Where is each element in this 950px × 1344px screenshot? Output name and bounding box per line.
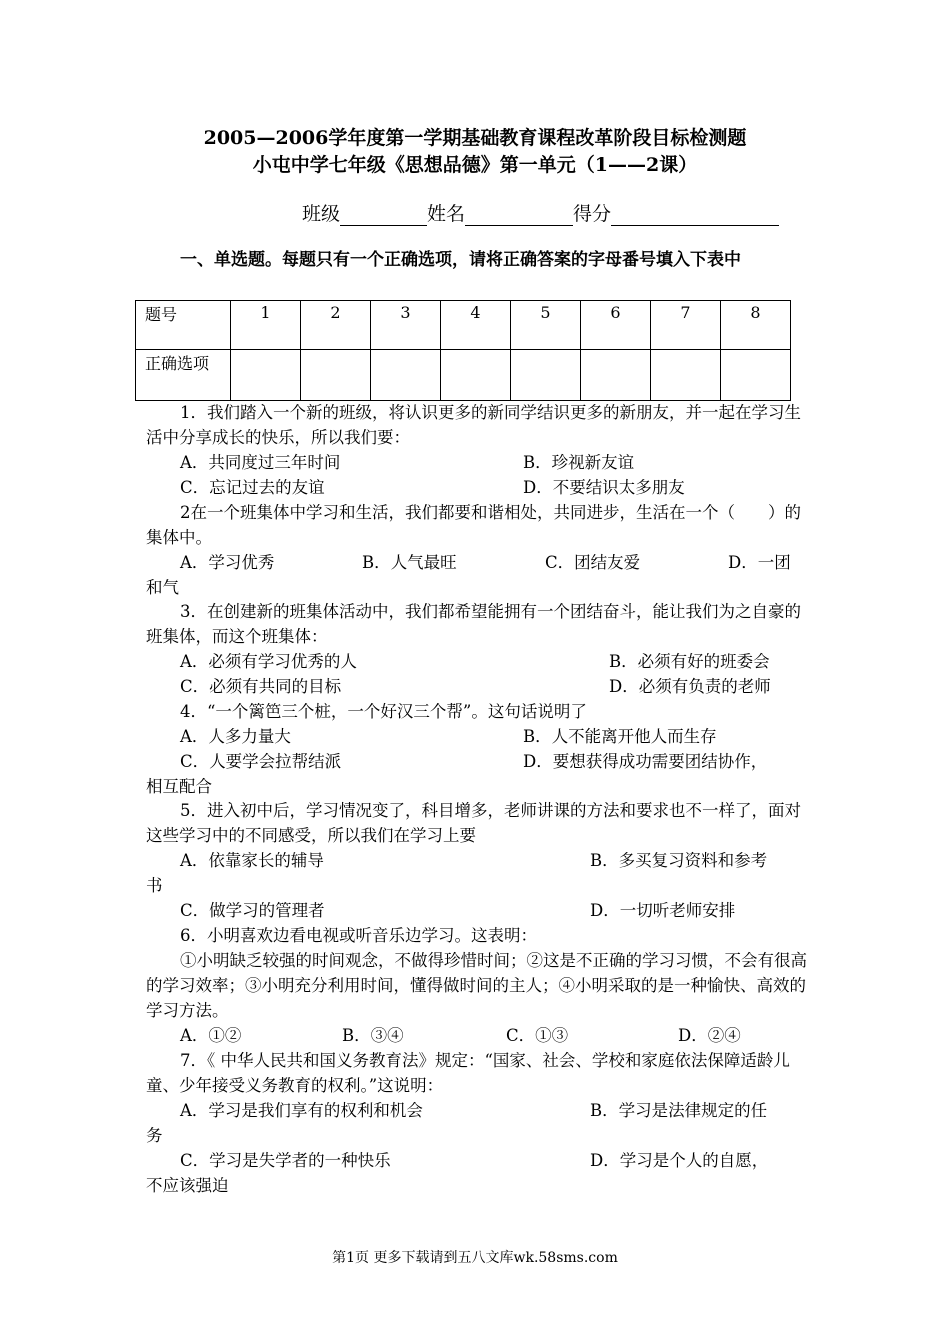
question-number-cell: 5 xyxy=(511,301,581,350)
score-blank[interactable] xyxy=(611,205,779,226)
question-number-cell: 2 xyxy=(301,301,371,350)
exam-subtitle: 小屯中学七年级《思想品德》第一单元（1——2课） xyxy=(252,154,698,176)
question-5-option-a: A．依靠家长的辅导 xyxy=(180,851,324,870)
question-7-option-b: B．学习是法律规定的任 xyxy=(590,1101,768,1120)
question-3-option-b: B．必须有好的班委会 xyxy=(609,652,770,671)
question-2-option-c: C．团结友爱 xyxy=(545,553,641,572)
question-7-option-a: A．学习是我们享有的权利和机会 xyxy=(180,1101,423,1120)
question-6-option-a: A．①② xyxy=(180,1026,242,1045)
answer-cell[interactable] xyxy=(231,350,301,401)
class-blank[interactable] xyxy=(340,205,427,226)
question-6-option-d: D．②④ xyxy=(678,1026,741,1045)
question-3-option-d: D．必须有负责的老师 xyxy=(609,677,771,696)
page-footer: 第1页 更多下载请到五八文库wk.58sms.com xyxy=(332,1250,618,1266)
student-info-line xyxy=(302,199,779,226)
question-4-option-b: B．人不能离开他人而生存 xyxy=(523,727,717,746)
answer-cell[interactable] xyxy=(511,350,581,401)
question-6-option-b: B．③④ xyxy=(342,1026,404,1045)
answer-cell[interactable] xyxy=(441,350,511,401)
question-5-option-d: D．一切听老师安排 xyxy=(590,901,736,920)
class-label: 班级 xyxy=(302,203,341,225)
correct-option-label: 正确选项 xyxy=(136,350,231,401)
question-2-option-b: B．人气最旺 xyxy=(362,553,457,572)
question-5-option-c: C．做学习的管理者 xyxy=(180,901,325,920)
question-1-stem: 1．我们踏入一个新的班级，将认识更多的新同学结识更多的新朋友，并一起在学习生活中分享成长的快乐，所以我们要： xyxy=(146,403,801,447)
question-number-cell: 6 xyxy=(581,301,651,350)
question-4-option-d-continued: 相互配合 xyxy=(146,777,212,796)
question-7-option-d: D．学习是个人的自愿， xyxy=(590,1151,769,1170)
answer-cell[interactable] xyxy=(581,350,651,401)
answer-cell[interactable] xyxy=(301,350,371,401)
question-2-stem: 2在一个班集体中学习和生活，我们都要和谐相处，共同进步，生活在一个（ ）的集体中。 xyxy=(146,503,801,547)
question-3-option-a: A．必须有学习优秀的人 xyxy=(180,652,357,671)
question-1-option-a: A．共同度过三年时间 xyxy=(180,453,341,472)
exam-title: 2005—2006学年度第一学期基础教育课程改革阶段目标检测题 xyxy=(203,127,747,149)
question-5-stem: 5．进入初中后，学习情况变了，科目增多，老师讲课的方法和要求也不一样了，面对这些学习中的不同感受，所以我们在学习上要 xyxy=(146,801,801,845)
section-heading: 一、单选题。每题只有一个正确选项，请将正确答案的字母番号填入下表中 xyxy=(180,250,741,270)
question-3-option-c: C．必须有共同的目标 xyxy=(180,677,342,696)
answer-cell[interactable] xyxy=(371,350,441,401)
question-5-option-b: B．多买复习资料和参考 xyxy=(590,851,768,870)
question-4-stem: 4．“一个篱笆三个桩，一个好汉三个帮”。这句话说明了 xyxy=(180,702,587,721)
answer-table-answer-row xyxy=(136,350,791,401)
name-label: 姓名 xyxy=(427,203,466,225)
question-4-option-a: A．人多力量大 xyxy=(180,727,291,746)
question-1-option-b: B．珍视新友谊 xyxy=(523,453,635,472)
question-number-cell: 1 xyxy=(231,301,301,350)
question-5-option-b-continued: 书 xyxy=(146,876,163,895)
name-blank[interactable] xyxy=(465,205,573,226)
question-7-option-b-continued: 务 xyxy=(146,1126,163,1145)
answer-table xyxy=(135,300,791,401)
question-4-option-c: C．人要学会拉帮结派 xyxy=(180,752,342,771)
question-number-label: 题号 xyxy=(136,301,231,350)
question-6-stem: 6．小明喜欢边看电视或听音乐边学习。这表明： xyxy=(180,926,537,945)
answer-cell[interactable] xyxy=(651,350,721,401)
question-6-statements: ①小明缺乏较强的时间观念，不做得珍惜时间；②这是不正确的学习习惯，不会有很高的学习效率；③小明充分利用时间，懂得做时间的主人；④小明采取的是一种愉快、高效的学习方法。 xyxy=(146,951,807,1020)
answer-table-header-row xyxy=(136,301,791,350)
question-2-option-d-continued: 和气 xyxy=(146,578,179,597)
score-label: 得分 xyxy=(573,203,612,225)
question-number-cell: 8 xyxy=(721,301,791,350)
question-number-cell: 7 xyxy=(651,301,721,350)
question-1-option-c: C．忘记过去的友谊 xyxy=(180,478,325,497)
question-6-option-c: C．①③ xyxy=(506,1026,569,1045)
question-number-cell: 3 xyxy=(371,301,441,350)
question-2-option-a: A．学习优秀 xyxy=(180,553,275,572)
question-7-option-d-continued: 不应该强迫 xyxy=(146,1176,229,1195)
question-2-option-d: D．一团 xyxy=(728,553,791,572)
question-7-option-c: C．学习是失学者的一种快乐 xyxy=(180,1151,391,1170)
question-4-option-d: D．要想获得成功需要团结协作， xyxy=(523,752,768,771)
question-1-option-d: D．不要结识太多朋友 xyxy=(523,478,685,497)
answer-cell[interactable] xyxy=(721,350,791,401)
question-7-stem: 7．《 中华人民共和国义务教育法》规定：“国家、社会、学校和家庭依法保障适龄儿童、少年接受义务教育的权利。”这说明： xyxy=(146,1051,790,1095)
question-number-cell: 4 xyxy=(441,301,511,350)
question-3-stem: 3．在创建新的班集体活动中，我们都希望能拥有一个团结奋斗，能让我们为之自豪的班集体，而这个班集体： xyxy=(146,602,801,646)
